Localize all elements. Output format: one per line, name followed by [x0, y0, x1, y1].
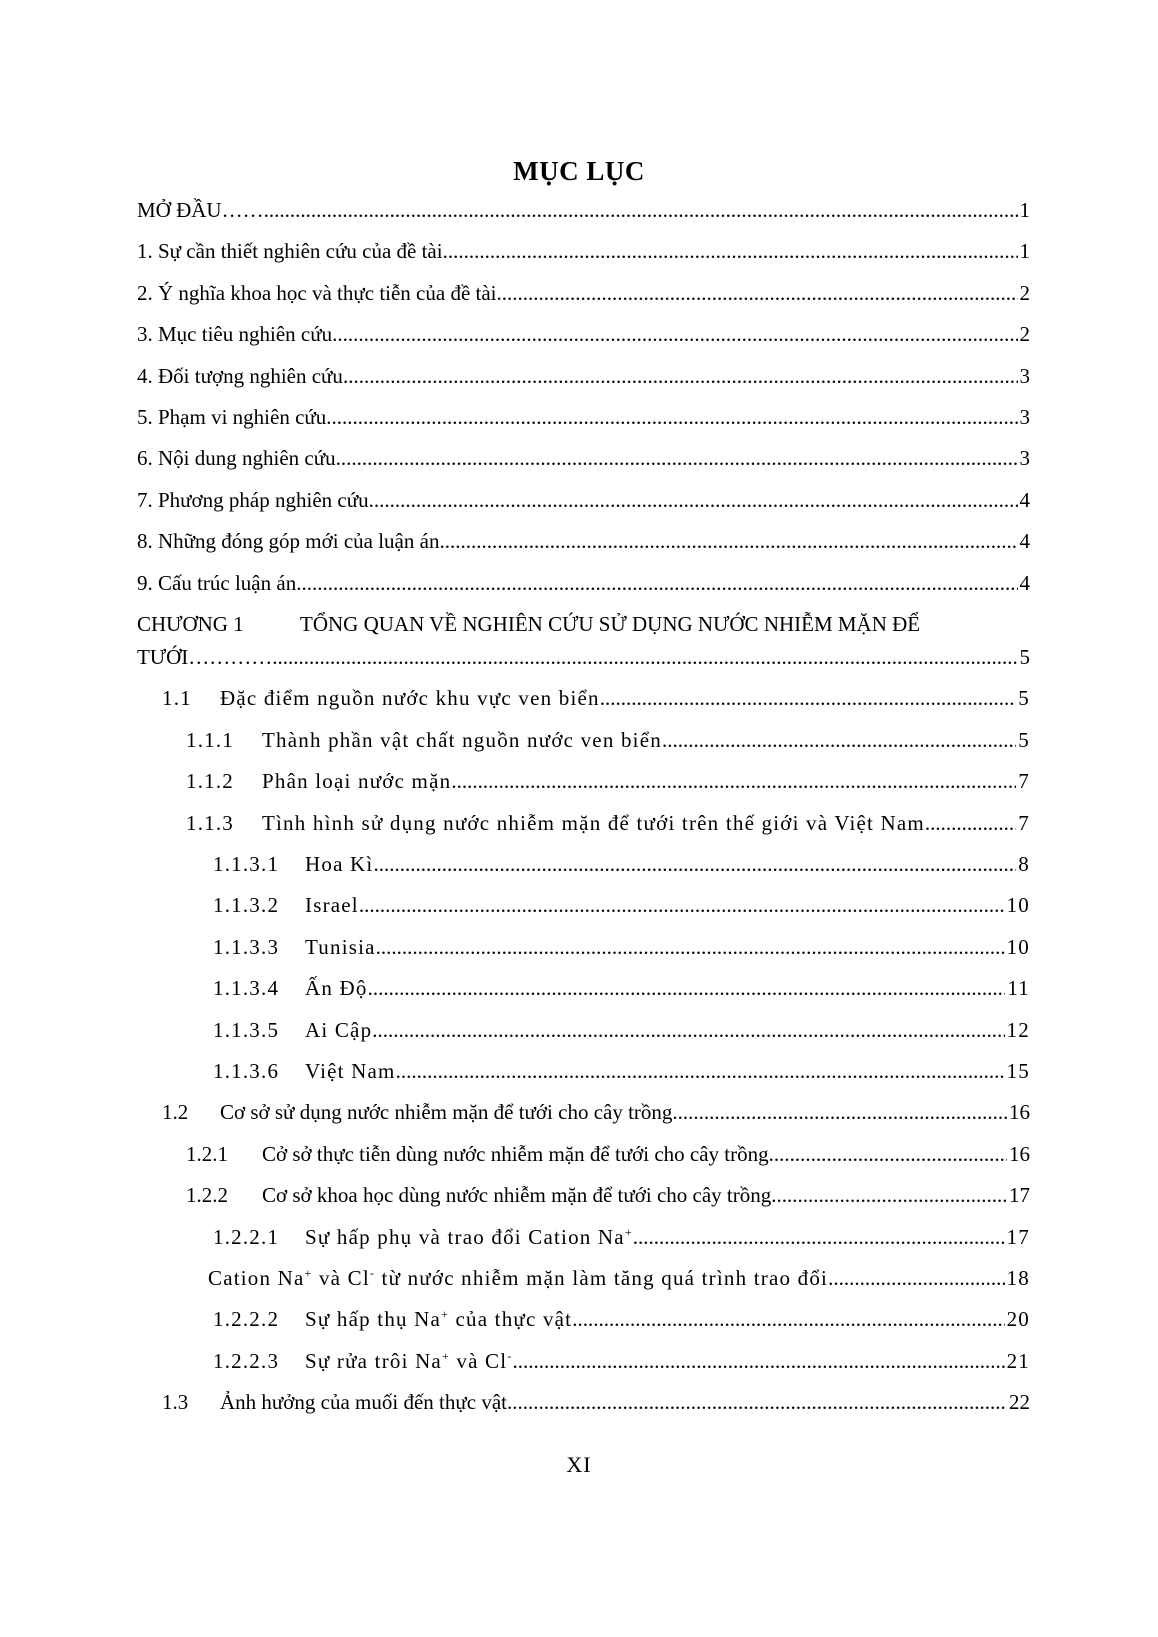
- toc-page-number: 5: [1018, 728, 1030, 752]
- toc-page-number: 11: [1007, 976, 1030, 1000]
- toc-section-number: 1.1.3.6: [213, 1059, 280, 1083]
- toc-page-number: 20: [1006, 1307, 1030, 1331]
- toc-page-number: 22: [1009, 1390, 1030, 1414]
- toc-entry[interactable]: [137, 645, 1030, 675]
- toc-section-number: 1.2: [162, 1100, 189, 1124]
- toc-entry-text: Đặc điểm nguồn nước khu vực ven biển: [220, 686, 600, 710]
- toc-entry[interactable]: [137, 322, 1030, 352]
- toc-entry[interactable]: [213, 1307, 1030, 1337]
- toc-entry-text-part: Sự hấp thụ Na: [305, 1307, 442, 1331]
- chapter-number: CHƯƠNG 1: [137, 612, 244, 636]
- toc-entry[interactable]: [137, 529, 1030, 559]
- toc-entry-text: [208, 1266, 828, 1291]
- toc-entry[interactable]: [162, 1100, 1030, 1130]
- toc-leader: [369, 488, 1018, 513]
- toc-leader: [572, 1307, 1004, 1332]
- toc-entry[interactable]: [213, 1225, 1030, 1255]
- toc-leader: [443, 239, 1018, 264]
- toc-leader: [396, 1059, 1005, 1084]
- toc-leader: [828, 1266, 1005, 1291]
- toc-page-number: 1: [1019, 239, 1030, 263]
- chapter-title-line1: TỔNG QUAN VỀ NGHIÊN CỨU SỬ DỤNG NƯỚC NHIỄM MẶN ĐỂ: [300, 612, 921, 636]
- superscript: +: [441, 1307, 450, 1321]
- toc-section-number: 1.1: [162, 686, 192, 710]
- toc-page-number: 5: [1018, 686, 1030, 710]
- toc-leader: [662, 728, 1016, 753]
- toc-leader: [451, 769, 1016, 794]
- superscript: +: [304, 1266, 313, 1280]
- toc-leader: [439, 529, 1017, 554]
- toc-entry[interactable]: [137, 239, 1030, 269]
- toc-entry[interactable]: [162, 1390, 1030, 1420]
- toc-entry[interactable]: [213, 976, 1030, 1006]
- page-footer-number: XI: [566, 1452, 592, 1477]
- toc-entry[interactable]: [213, 935, 1030, 965]
- toc-leader: [336, 446, 1018, 471]
- toc-chapter-heading[interactable]: [137, 612, 1030, 642]
- toc-entry-text: Ấn Độ: [305, 976, 368, 1000]
- toc-entry-text: [305, 1349, 513, 1374]
- toc-page-number: 12: [1006, 1018, 1030, 1042]
- toc-entry-text-part: Sự hấp phụ và trao đổi Cation Na: [305, 1225, 625, 1249]
- toc-entry-text-part: và Cl: [449, 1349, 508, 1373]
- toc-entry-text: 3. Mục tiêu nghiên cứu: [137, 322, 333, 346]
- toc-entry-text: 5. Phạm vi nghiên cứu: [137, 405, 327, 429]
- toc-entry-text: Ai Cập: [305, 1018, 373, 1042]
- toc-entry[interactable]: [213, 852, 1030, 882]
- toc-leader: [925, 811, 1016, 836]
- toc-section-number: 1.1.2: [186, 769, 234, 793]
- toc-page-number: 21: [1006, 1349, 1030, 1373]
- toc-leader: [507, 1390, 1007, 1415]
- toc-section-number: 1.3: [162, 1390, 189, 1414]
- superscript: +: [624, 1225, 633, 1239]
- toc-page-number: 4: [1019, 529, 1030, 553]
- toc-entry[interactable]: [213, 1349, 1030, 1379]
- toc-page-number: 4: [1019, 571, 1030, 595]
- chapter-title-line2: TƯỚI…………: [137, 645, 273, 669]
- toc-page-number: 4: [1019, 488, 1030, 512]
- toc-section-number: 1.1.1: [186, 728, 234, 752]
- toc-leader: [376, 935, 1005, 960]
- toc-entry-text-part: của thực vật: [449, 1307, 573, 1331]
- toc-entry-text: MỞ ĐẦU……: [137, 198, 264, 222]
- toc-entry[interactable]: [213, 1018, 1030, 1048]
- toc-leader: [497, 281, 1018, 306]
- toc-entry-text: Thành phần vật chất nguồn nước ven biển: [262, 728, 662, 752]
- toc-page-number: 7: [1018, 811, 1030, 835]
- superscript: -: [369, 1266, 376, 1280]
- toc-entry[interactable]: [137, 198, 1030, 228]
- toc-page-number: 8: [1018, 852, 1030, 876]
- toc-section-number: 1.1.3.4: [213, 976, 280, 1000]
- toc-page-number: 15: [1006, 1059, 1030, 1083]
- toc-entry[interactable]: [137, 446, 1030, 476]
- toc-leader: [359, 893, 1005, 918]
- toc-section-number: 1.1.3.5: [213, 1018, 280, 1042]
- toc-entry-text: [305, 1307, 572, 1332]
- toc-entry-text: 7. Phương pháp nghiên cứu: [137, 488, 369, 512]
- toc-leader: [672, 1100, 1007, 1125]
- toc-leader: [372, 1018, 1004, 1043]
- toc-entry-text-part: Sự rửa trôi Na: [305, 1349, 442, 1373]
- toc-leader: [326, 405, 1017, 430]
- toc-page-number: 10: [1006, 893, 1030, 917]
- toc-entry-text: Cơ sở khoa học dùng nước nhiễm mặn để tưới cho cây trồng: [262, 1183, 772, 1207]
- toc-leader: [771, 1183, 1007, 1208]
- toc-entry[interactable]: [213, 1059, 1030, 1089]
- toc-entry-text: Cở sở thực tiễn dùng nước nhiễm mặn để tưới cho cây trồng: [262, 1142, 769, 1166]
- superscript: +: [441, 1349, 450, 1363]
- toc-page-number: 3: [1019, 446, 1030, 470]
- toc-entry-text: Israel: [305, 893, 359, 917]
- toc-section-number: 1.2.1: [186, 1142, 228, 1166]
- toc-section-number: 1.1.3.3: [213, 935, 280, 959]
- toc-entry-text: Cơ sở sử dụng nước nhiễm mặn để tưới cho cây trồng: [220, 1100, 673, 1124]
- toc-page-number: 3: [1019, 405, 1030, 429]
- toc-section-number: 1.2.2: [186, 1183, 228, 1207]
- toc-entry[interactable]: [137, 405, 1030, 435]
- toc-leader: [769, 1142, 1007, 1167]
- toc-page-number: 5: [1019, 645, 1030, 669]
- page-title: MỤC LỤC: [513, 156, 645, 186]
- toc-entry-text: Phân loại nước mặn: [262, 769, 452, 793]
- toc-entry-text-part: và Cl: [312, 1266, 370, 1290]
- toc-section-number: 1.2.2.2: [213, 1307, 280, 1331]
- toc-entry-text: 6. Nội dung nghiên cứu: [137, 446, 336, 470]
- toc-entry-text: 2. Ý nghĩa khoa học và thực tiễn của đề tài: [137, 281, 497, 305]
- toc-entry[interactable]: [208, 1266, 1030, 1296]
- toc-entry-text-part: từ nước nhiễm mặn làm tăng quá trình trao đổi: [375, 1266, 829, 1290]
- toc-entry-text: 9. Cấu trúc luận án: [137, 571, 297, 595]
- toc-page-number: 7: [1018, 769, 1030, 793]
- toc-entry[interactable]: [162, 686, 1030, 716]
- toc-entry-text: 8. Những đóng góp mới của luận án: [137, 529, 440, 553]
- toc-section-number: 1.2.2.1: [213, 1225, 280, 1249]
- toc-section-number: 1.1.3.1: [213, 852, 280, 876]
- toc-page-number: 2: [1019, 322, 1030, 346]
- toc-leader: [373, 852, 1016, 877]
- toc-entry[interactable]: [186, 811, 1030, 841]
- toc-section-number: 1.1.3.2: [213, 893, 280, 917]
- toc-page-number: 1: [1019, 198, 1030, 222]
- toc-page-number: 2: [1019, 281, 1030, 305]
- toc-page-number: 17: [1006, 1225, 1030, 1249]
- toc-entry-text: Việt Nam: [305, 1059, 396, 1083]
- toc-entry-text: 4. Đối tượng nghiên cứu: [137, 364, 343, 388]
- toc-leader: [272, 645, 1017, 670]
- toc-entry-text: Hoa Kì: [305, 852, 374, 876]
- toc-entry[interactable]: [186, 1142, 1030, 1172]
- toc-page-number: 18: [1006, 1266, 1030, 1290]
- toc-page-number: 16: [1009, 1142, 1030, 1166]
- toc-entry[interactable]: [213, 893, 1030, 923]
- toc-page-number: 16: [1009, 1100, 1030, 1124]
- toc-entry[interactable]: [137, 571, 1030, 601]
- toc-section-number: 1.2.2.3: [213, 1349, 280, 1373]
- toc-entry[interactable]: [137, 488, 1030, 518]
- toc-entry-text: Tunisia: [305, 935, 376, 959]
- toc-leader: [343, 364, 1018, 389]
- toc-leader: [600, 686, 1017, 711]
- toc-section-number: 1.1.3: [186, 811, 234, 835]
- toc-entry[interactable]: [137, 364, 1030, 394]
- toc-entry-text: Ảnh hưởng của muối đến thực vật: [220, 1390, 507, 1414]
- toc-entry[interactable]: [186, 769, 1030, 799]
- toc-entry-text-part: Cation Na: [208, 1266, 305, 1290]
- toc-page-number: 3: [1019, 364, 1030, 388]
- toc-entry-text: [305, 1225, 633, 1250]
- toc-entry-text: 1. Sự cần thiết nghiên cứu của đề tài: [137, 239, 443, 263]
- toc-page-number: 10: [1006, 935, 1030, 959]
- toc-leader: [332, 322, 1017, 347]
- toc-page-number: 17: [1009, 1183, 1030, 1207]
- toc-entry[interactable]: [186, 1183, 1030, 1213]
- superscript: -: [507, 1349, 513, 1363]
- toc-entry-text: Tình hình sử dụng nước nhiễm mặn để tưới trên thế giới và Việt Nam: [262, 811, 925, 835]
- toc-leader: [368, 976, 1006, 1001]
- toc-leader: [296, 571, 1017, 596]
- toc-leader: [513, 1349, 1005, 1374]
- toc-entry[interactable]: [137, 281, 1030, 311]
- toc-leader: [633, 1225, 1005, 1250]
- toc-leader: [264, 198, 1018, 223]
- toc-entry[interactable]: [186, 728, 1030, 758]
